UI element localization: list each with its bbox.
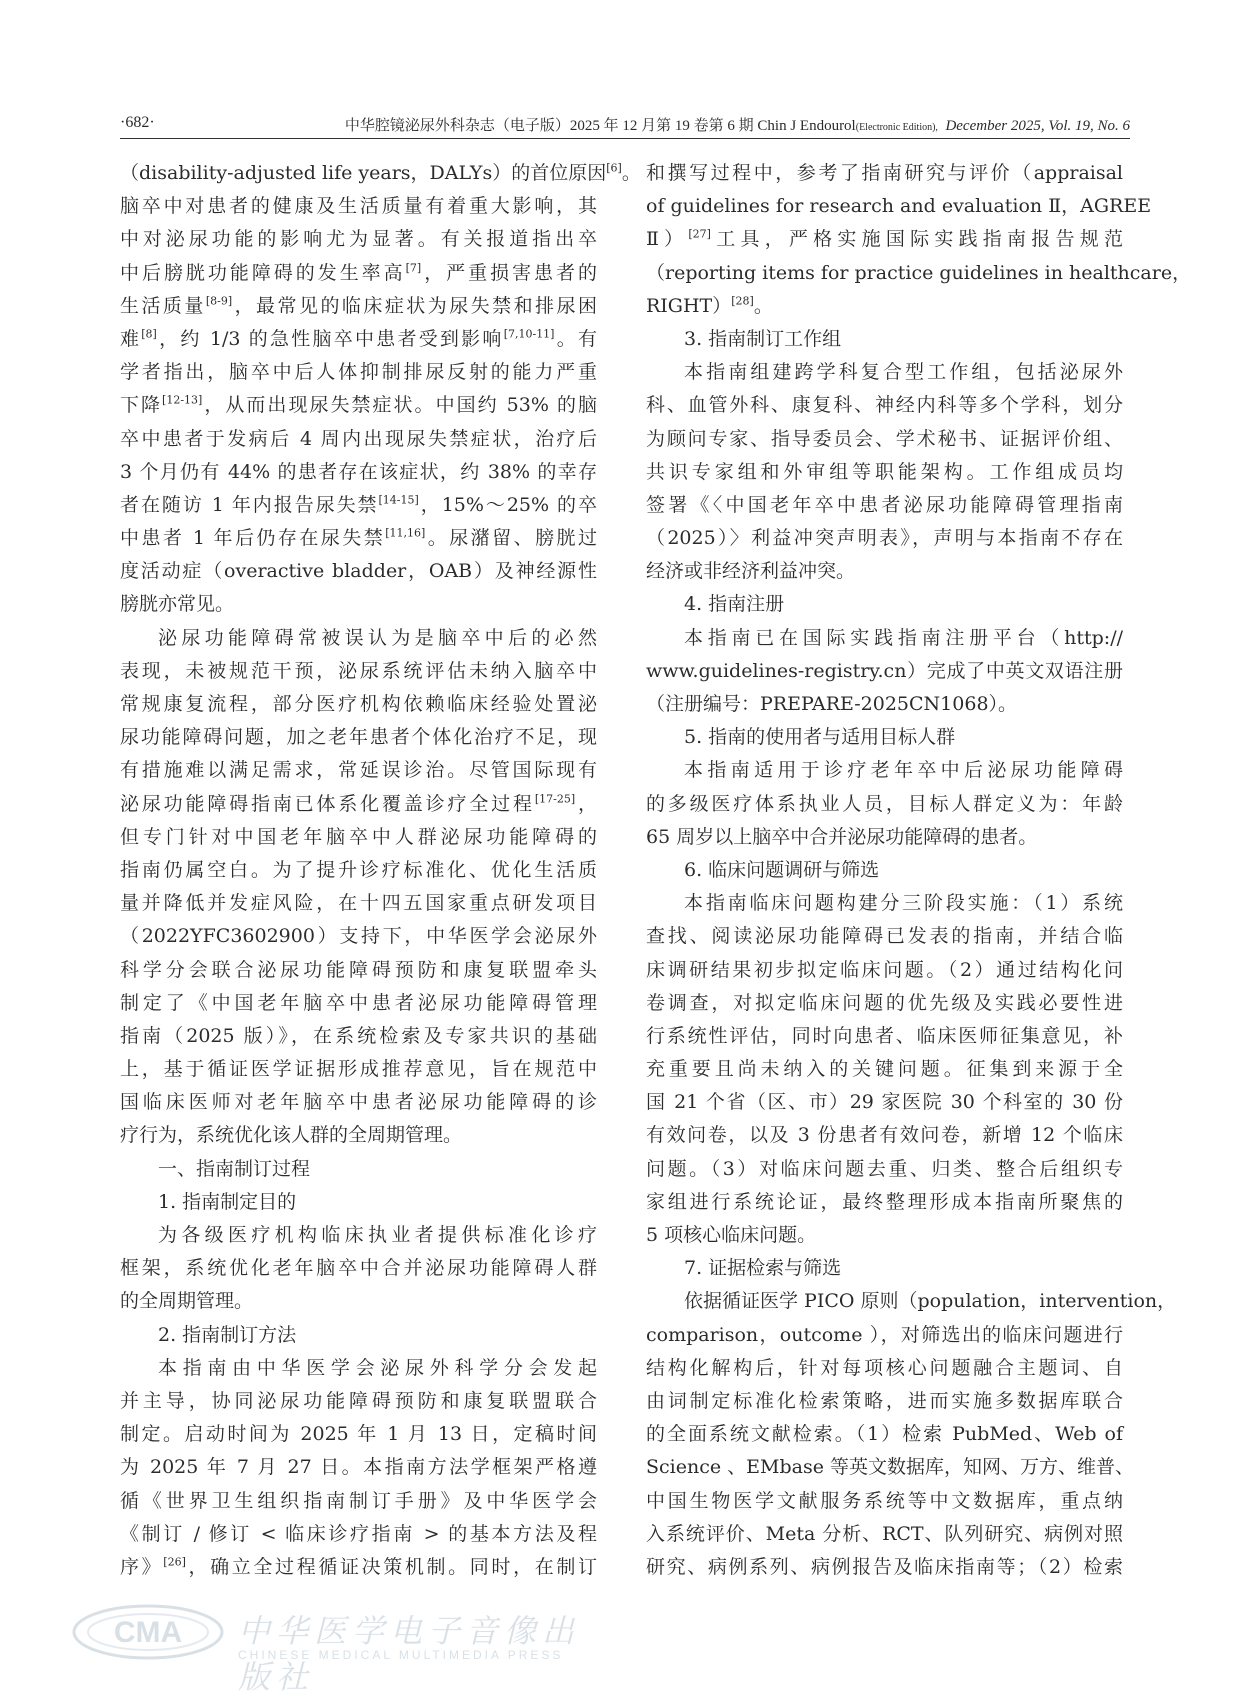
- line-text: Ⅱ）: [646, 228, 689, 251]
- line-text: （2025）〉利益冲突声明表》，声明与本指南不存在: [646, 527, 1123, 550]
- text-line: [120, 920, 597, 953]
- text-line: [646, 489, 1123, 522]
- text-line: [646, 257, 1192, 290]
- line-text: 量并降低并发症风险，在十四五国家重点研发项目: [120, 892, 597, 915]
- line-text: 的全面系统文献检索。（1）检索 PubMed、Web of: [646, 1423, 1123, 1446]
- line-text: 中国生物医学文献服务系统等中文数据库，重点纳: [646, 1489, 1123, 1512]
- logo-text: CMA: [113, 1616, 183, 1649]
- line-text: 度活动症（overactive bladder，OAB）及神经源性: [120, 560, 597, 583]
- text-line: [646, 1352, 1123, 1385]
- line-text: 5 项核心临床问题。: [646, 1224, 817, 1246]
- text-line: [646, 1186, 1123, 1219]
- text-line: [120, 622, 597, 655]
- citation-ref: [28]: [731, 294, 754, 308]
- line-text: 5. 指南的使用者与适用目标人群: [684, 726, 956, 749]
- text-line: [120, 1319, 597, 1352]
- text-line: [646, 655, 1123, 688]
- right-column: [646, 157, 1192, 1584]
- text-line: [646, 1385, 1123, 1418]
- text-line: [646, 754, 1123, 787]
- text-line: [646, 1551, 1123, 1584]
- text-line: [646, 1020, 1123, 1053]
- line-text: 查找、阅读泌尿功能障碍已发表的指南，并结合临: [646, 925, 1123, 948]
- citation-ref: [14-15]: [378, 493, 419, 507]
- text-line: [120, 1451, 597, 1484]
- citation-ref: [12-13]: [162, 393, 203, 407]
- line-text: 学者指出，脑卒中后人体抑制排尿反射的能力严重: [120, 361, 597, 384]
- text-line: [646, 1319, 1123, 1352]
- line-text: 为顾问专家、指导委员会、学术秘书、证据评价组、: [646, 427, 1123, 450]
- text-line: [120, 1020, 597, 1053]
- text-line: [120, 1551, 597, 1584]
- line-text: 经济或非经济利益冲突。: [646, 560, 856, 583]
- line-text: 1. 指南制定目的: [158, 1190, 297, 1213]
- line-text: of guidelines for research and evaluation Ⅱ，AGREE: [646, 195, 1152, 218]
- text-line: [120, 489, 597, 522]
- text-line: [120, 157, 641, 190]
- line-text: 。尿潴留、膀胱过: [425, 527, 597, 550]
- line-text: 。有: [554, 327, 597, 350]
- text-line: [646, 223, 1123, 256]
- line-text: 下降: [120, 394, 163, 417]
- line-text: 问题。（3）对临床问题去重、归类、整合后组织专: [646, 1157, 1123, 1180]
- line-text: 制定。启动时间为 2025 年 1 月 13 日，定稿时间: [120, 1423, 597, 1446]
- text-line: [120, 688, 597, 721]
- text-line: [120, 1385, 597, 1418]
- citation-ref: [7]: [405, 261, 422, 275]
- citation-ref: [27]: [688, 228, 711, 242]
- text-line: [120, 754, 597, 787]
- line-text: 3. 指南制订工作组: [684, 327, 842, 350]
- line-text: 本指南组建跨学科复合型工作组，包括泌尿外: [684, 361, 1123, 384]
- line-text: 《制订 / 修订 < 临床诊疗指南 > 的基本方法及程: [120, 1522, 597, 1545]
- line-text: 指南仍属空白。为了提升诊疗标准化、优化生活质: [120, 858, 597, 881]
- text-line: [120, 555, 597, 588]
- text-line: [120, 1153, 597, 1186]
- text-line: [646, 522, 1123, 555]
- text-line: [120, 1219, 597, 1252]
- text-line: [646, 423, 1123, 456]
- text-line: [646, 887, 1123, 920]
- line-text: 尿功能障碍问题，加之老年患者个体化治疗不足，现: [120, 726, 597, 749]
- line-text: （disability-adjusted life years，DALYs）的首位原因: [120, 162, 607, 184]
- text-line: [120, 1186, 597, 1219]
- line-text: 卷调查，对拟定临床问题的优先级及实践必要性进: [646, 991, 1123, 1014]
- line-text: 。: [621, 162, 641, 184]
- line-text: 并主导，协同泌尿功能障碍预防和康复联盟联合: [120, 1389, 597, 1412]
- line-text: 家组进行系统论证，最终整理形成本指南所聚焦的: [646, 1190, 1123, 1213]
- line-text: ，最常见的临床症状为尿失禁和排尿困: [232, 294, 597, 317]
- line-text: 循《世界卫生组织指南制订手册》及中华医学会: [120, 1489, 597, 1512]
- text-line: [646, 389, 1123, 422]
- line-text: 有措施难以满足需求，常延误诊治。尽管国际现有: [120, 759, 597, 782]
- watermark-text-en: CHINESE MEDICAL MULTIMEDIA PRESS: [238, 1648, 564, 1662]
- text-line: [120, 954, 597, 987]
- line-text: 难: [120, 327, 142, 350]
- line-text: 泌尿功能障碍指南已体系化覆盖诊疗全过程: [120, 792, 535, 815]
- line-text: ，: [575, 792, 597, 815]
- text-line: [120, 423, 597, 456]
- line-text: ，约 1/3 的急性脑卒中患者受到影响: [156, 327, 504, 350]
- line-text: 2. 指南制订方法: [158, 1323, 297, 1346]
- text-line: [646, 555, 1123, 588]
- line-text: ，确立全过程循证决策机制。同时，在制订: [185, 1555, 597, 1578]
- line-text: （注册编号：PREPARE-2025CN1068）。: [646, 693, 1018, 715]
- text-line: [120, 1485, 597, 1518]
- line-text: 结构化解构后，针对每项核心问题融合主题词、自: [646, 1356, 1123, 1379]
- text-line: [646, 1451, 1134, 1484]
- text-line: [120, 257, 597, 290]
- line-text: RIGHT）: [646, 294, 732, 317]
- citation-ref: [6]: [606, 161, 622, 175]
- text-line: [120, 1086, 597, 1119]
- line-text: 者在随访 1 年内报告尿失禁: [120, 493, 379, 516]
- line-text: 科学分会联合泌尿功能障碍预防和康复联盟牵头: [120, 958, 597, 981]
- line-text: 。: [753, 294, 773, 317]
- text-line: [646, 788, 1123, 821]
- line-text: 膀胱亦常见。: [120, 593, 235, 616]
- text-line: [120, 190, 597, 223]
- line-text: （reporting items for practice guidelines in healthcare，: [646, 261, 1192, 284]
- text-line: [646, 157, 1123, 190]
- line-text: 中患者 1 年后仍存在尿失禁: [120, 527, 386, 550]
- line-text: 3 个月仍有 44% 的患者存在该症状，约 38% 的幸存: [120, 460, 597, 483]
- text-line: [120, 987, 597, 1020]
- citation-ref: [8]: [141, 327, 157, 341]
- line-text: 但专门针对中国老年脑卒中人群泌尿功能障碍的: [120, 825, 597, 848]
- line-text: 本指南适用于诊疗老年卒中后泌尿功能障碍: [684, 759, 1123, 782]
- citation-ref: [7,10-11]: [503, 327, 555, 341]
- line-text: 指南（2025 版）》，在系统检索及专家共识的基础: [120, 1024, 597, 1047]
- text-line: [646, 987, 1123, 1020]
- line-text: ，严重损害患者的: [421, 261, 597, 284]
- line-text: 本指南已在国际实践指南注册平台（http://: [684, 626, 1123, 649]
- line-text: 生活质量: [120, 294, 206, 317]
- citation-ref: [26]: [163, 1555, 186, 1569]
- text-line: [646, 290, 1123, 323]
- page-number: ·682·: [120, 114, 155, 131]
- line-text: 签署《〈中国老年卒中患者泌尿功能障碍管理指南: [646, 493, 1123, 516]
- text-line: [120, 1518, 597, 1551]
- journal-edition: (Electronic Edition),: [855, 122, 938, 133]
- line-text: 一、指南制订过程: [158, 1157, 311, 1180]
- journal-citation: [345, 114, 1130, 135]
- text-line: [646, 356, 1123, 389]
- text-line: [120, 522, 597, 555]
- text-line: [120, 389, 597, 422]
- text-line: [646, 1219, 1123, 1252]
- text-line: [120, 1418, 597, 1451]
- line-text: 本指南临床问题构建分三阶段实施：（1）系统: [684, 892, 1123, 915]
- line-text: 为各级医疗机构临床执业者提供标准化诊疗: [158, 1224, 597, 1246]
- text-line: [646, 1119, 1123, 1152]
- line-text: 的多级医疗体系执业人员，目标人群定义为：年龄: [646, 792, 1123, 815]
- line-text: 6. 临床问题调研与筛选: [684, 858, 880, 881]
- text-line: [646, 323, 1123, 356]
- journal-issue: December 2025, Vol. 19, No. 6: [945, 118, 1130, 134]
- text-line: [120, 290, 597, 323]
- line-text: 充重要且尚未纳入的关键问题。征集到来源于全: [646, 1058, 1123, 1081]
- text-line: [120, 887, 597, 920]
- line-text: 有效问卷，以及 3 份患者有效问卷，新增 12 个临床: [646, 1124, 1123, 1147]
- text-line: [646, 456, 1123, 489]
- line-text: 国临床医师对老年脑卒中患者泌尿功能障碍的诊: [120, 1091, 597, 1114]
- line-text: 常规康复流程，部分医疗机构依赖临床经验处置泌: [120, 693, 597, 715]
- text-line: [646, 1485, 1123, 1518]
- line-text: 和撰写过程中，参考了指南研究与评价（appraisal: [646, 162, 1123, 184]
- text-line: [646, 588, 1123, 621]
- line-text: 行系统性评估，同时向患者、临床医师征集意见，补: [646, 1024, 1123, 1047]
- citation-ref: [8-9]: [205, 294, 233, 308]
- text-line: [646, 1518, 1123, 1551]
- line-text: 为 2025 年 7 月 27 日。本指南方法学框架严格遵: [120, 1456, 597, 1479]
- text-line: [646, 1153, 1123, 1186]
- text-line: [646, 1252, 1123, 1285]
- text-line: [120, 588, 597, 621]
- left-column: [120, 157, 641, 1584]
- line-text: 工具，严格实施国际实践指南报告规范: [710, 228, 1123, 251]
- journal-name-cn: 中华腔镜泌尿外科杂志（电子版）2025 年 12 月第 19 卷第 6 期: [344, 118, 754, 134]
- text-line: [646, 190, 1152, 223]
- text-line: [120, 655, 597, 688]
- line-text: 序》: [120, 1555, 164, 1578]
- text-line: [120, 456, 597, 489]
- text-line: [646, 721, 1123, 754]
- line-text: 脑卒中对患者的健康及生活质量有着重大影响，其: [120, 195, 597, 218]
- text-line: [120, 223, 597, 256]
- text-line: [646, 688, 1123, 721]
- text-line: [120, 356, 597, 389]
- text-line: [120, 1053, 597, 1086]
- line-text: 国 21 个省（区、市）29 家医院 30 个科室的 30 份: [646, 1091, 1123, 1114]
- citation-ref: [11,16]: [385, 526, 426, 540]
- text-line: [646, 821, 1123, 854]
- citation-ref: [17-25]: [534, 792, 576, 806]
- line-text: 上，基于循证医学证据形成推荐意见，旨在规范中: [120, 1058, 597, 1081]
- line-text: 65 周岁以上脑卒中合并泌尿功能障碍的患者。: [646, 825, 1038, 848]
- text-line: [646, 920, 1123, 953]
- line-text: 7. 证据检索与筛选: [684, 1257, 842, 1280]
- line-text: 床调研结果初步拟定临床问题。（2）通过结构化问: [646, 958, 1123, 981]
- line-text: 疗行为，系统优化该人群的全周期管理。: [120, 1124, 463, 1147]
- line-text: 框架，系统优化老年脑卒中合并泌尿功能障碍人群: [120, 1257, 597, 1280]
- line-text: 的全周期管理。: [120, 1290, 254, 1313]
- publisher-watermark: [68, 1600, 588, 1696]
- line-text: 中对泌尿功能的影响尤为显著。有关报道指出卒: [120, 228, 597, 251]
- text-line: [120, 721, 597, 754]
- line-text: ，从而出现尿失禁症状。中国约 53% 的脑: [202, 394, 597, 417]
- text-line: [120, 854, 597, 887]
- journal-name-en: Chin J Endourol: [757, 118, 856, 134]
- text-line: [120, 821, 597, 854]
- cma-logo-icon: [68, 1600, 228, 1664]
- text-line: [646, 1053, 1123, 1086]
- line-text: ，15%～25% 的卒: [418, 493, 597, 516]
- line-text: www.guidelines-registry.cn）完成了中英文双语注册: [646, 659, 1123, 682]
- line-text: 依据循证医学 PICO 原则（population，intervention，: [684, 1290, 1177, 1313]
- line-text: 本指南由中华医学会泌尿外科学分会发起: [158, 1356, 597, 1379]
- header-rule: [120, 138, 1130, 139]
- line-text: comparison，outcome ），对筛选出的临床问题进行: [646, 1323, 1123, 1346]
- line-text: 入系统评价、Meta 分析、RCT、队列研究、病例对照: [646, 1522, 1123, 1545]
- line-text: 中后膀胱功能障碍的发生率高: [120, 261, 406, 284]
- line-text: 卒中患者于发病后 4 周内出现尿失禁症状，治疗后: [120, 427, 597, 450]
- line-text: Science 、EMbase 等英文数据库，知网、万方、维普、: [646, 1456, 1134, 1479]
- text-line: [120, 1285, 597, 1318]
- text-line: [646, 1418, 1123, 1451]
- text-line: [120, 1119, 597, 1152]
- text-line: [646, 854, 1123, 887]
- text-line: [120, 1252, 597, 1285]
- text-line: [120, 788, 597, 821]
- line-text: 科、血管外科、康复科、神经内科等多个学科，划分: [646, 394, 1123, 417]
- line-text: 表现，未被规范干预，泌尿系统评估未纳入脑卒中: [120, 659, 597, 682]
- line-text: 制定了《中国老年脑卒中患者泌尿功能障碍管理: [120, 991, 597, 1014]
- line-text: 4. 指南注册: [684, 593, 785, 616]
- text-line: [646, 1285, 1177, 1318]
- line-text: 研究、病例系列、病例报告及临床指南等；（2）检索: [646, 1555, 1123, 1578]
- line-text: 共识专家组和外审组等职能架构。工作组成员均: [646, 460, 1123, 483]
- text-line: [646, 1086, 1123, 1119]
- line-text: （2022YFC3602900）支持下，中华医学会泌尿外: [120, 925, 597, 948]
- watermark-text-cn: 中华医学电子音像出版社: [238, 1612, 581, 1696]
- line-text: 泌尿功能障碍常被误认为是脑卒中后的必然: [158, 626, 597, 649]
- text-line: [646, 622, 1123, 655]
- text-line: [120, 323, 597, 356]
- line-text: 由词制定标准化检索策略，进而实施多数据库联合: [646, 1389, 1123, 1412]
- text-line: [120, 1352, 597, 1385]
- text-line: [646, 954, 1123, 987]
